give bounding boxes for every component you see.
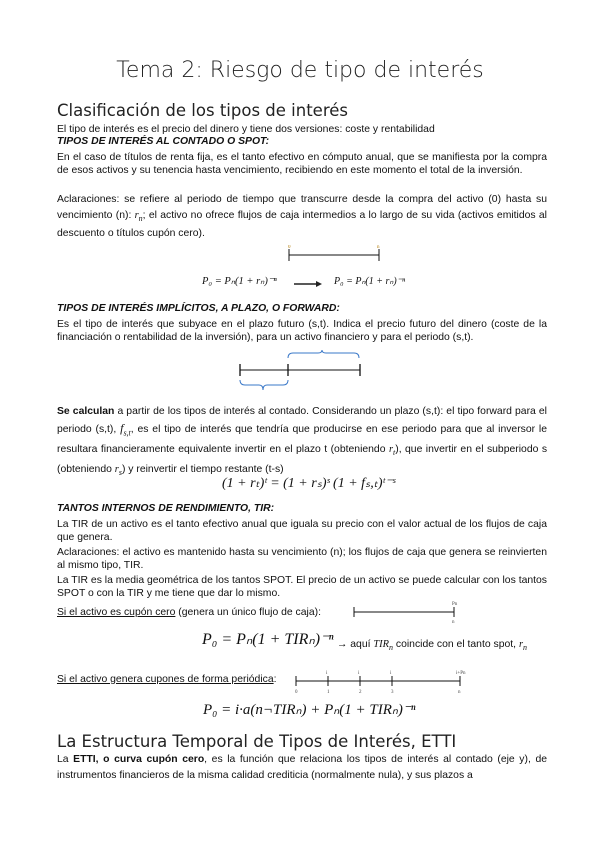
spot-p2-text-a: Aclaraciones: se refiere al periodo de tiempo que transcurre desde la compra del activo (0) hasta su vencimiento (n): [57,194,547,221]
forward-p2-symbol-f: $f_{s,t}$ [120,421,131,438]
coincide-text: coincide con el tanto spot, [393,639,517,650]
arrow-right-icon [293,279,323,289]
spot-p2-text-b: ; el activo no ofrece flujos de caja intermedios a lo largo de su vida (activos emitidos al descuento o títulos cupón cero). [57,209,547,240]
section-heading-classification: Clasificación de los tipos de interés [57,101,348,120]
svg-text:n: n [452,620,455,624]
forward-p2-text-c: ), que invertir en el subperiodo s (obteniendo [57,444,548,476]
arrow-text: → aquí [337,639,371,650]
zero-coupon-label: Si el activo es cupón cero [57,607,176,618]
page-title: Tema 2: Riesgo de tipo de interés [116,58,484,83]
svg-text:n: n [458,690,461,695]
forward-p2-bold: Se calculan [57,406,115,417]
forward-paragraph-2 [57,403,547,482]
svg-text:i: i [358,671,360,676]
tir-paragraph-1: La TIR de un activo es el tanto efectivo anual que iguala su precio con el valor actual de los flujos de caja que genera. [57,519,547,544]
forward-p2-text-a: a partir de los tipos de interés al contado. Considerando un plazo (s,t): el tipo forward para el periodo (s,t), [57,406,547,435]
svg-text:i: i [326,671,328,676]
svg-text:2: 2 [359,690,362,695]
forward-formula: (1 + rₜ)ᵗ = (1 + rₛ)ˢ (1 + fₛ,ₜ)ᵗ⁻ˢ [222,476,396,491]
svg-text:i+Pn: i+Pn [456,671,466,676]
forward-heading: TIPOS DE INTERÉS IMPLÍCITOS, A PLAZO, O FORWARD: [57,303,340,314]
spot-paragraph-2 [57,192,547,242]
svg-text:0: 0 [295,690,298,695]
svg-text:Pn: Pn [452,602,458,607]
svg-text:1: 1 [327,690,330,695]
tir-paragraph-3: La TIR es la media geométrica de los tantos SPOT. El precio de un activo se puede calcular con los tantos SPOT o con la TIR y me tiene que dar lo mismo. [57,575,547,600]
forward-p2-text-b: , es el tipo de interés que tendría que producirse en ese periodo para que al inversor le resultara financieramente equivalente invertir en el plazo t (obteniendo [57,424,547,456]
tir-formula-1: P₀ = Pₙ(1 + TIRₙ)⁻ⁿ [202,631,334,648]
tir-heading: TANTOS INTERNOS DE RENDIMIENTO, TIR: [57,503,275,514]
zero-coupon-rest: (genera un único flujo de caja): [175,607,321,618]
forward-p2-text-d: ) y reinvertir el tiempo restante (t-s) [121,464,284,476]
forward-timeline-diagram [230,350,370,398]
periodic-coupon-label: Si el activo genera cupones de forma periódica [57,674,274,685]
tir-formula-1-note [337,639,527,652]
svg-text:3: 3 [391,690,394,695]
periodic-coupon-colon: : [273,674,277,685]
coupon-timeline-diagram [290,667,470,697]
svg-text:0: 0 [288,245,291,250]
etti-paragraph [57,752,547,784]
spot-formula-left: P₀ = Pₙ(1 + rₙ)⁻ⁿ [202,276,277,287]
zero-coupon-timeline-diagram [350,600,462,624]
forward-paragraph-1: Es el tipo de interés que subyace en el plazo futuro (s,t). Indica el precio futuro del dinero (coste de la financiación o rentabilidad de la inversión), para un activo financiero y para el periodo (s,t). [57,319,547,344]
etti-text-b: , es la función que relaciona los tipos de interés al contado (eje y), de instrumentos financieros de la misma calidad crediticia (normalmente nula), y sus plazos a [57,754,548,781]
tir-zero-coupon-line [57,606,547,619]
etti-text-a: La [57,754,74,765]
spot-p2-symbol: $r_n$ [134,209,143,223]
forward-p2-symbol-rt: $r_t$ [388,444,396,458]
spot-timeline-diagram [283,245,383,273]
intro-paragraph: El tipo de interés es el precio del dinero y tiene dos versiones: coste y rentabilidad [57,124,435,135]
spot-formula-right: P₀ = Pₙ(1 + rₙ)⁻ⁿ [334,276,406,287]
spot-paragraph-1: En el caso de títulos de renta fija, es el tanto efectivo en cómputo anual, que se manifiesta por la compra de esos activos y su tenencia hasta vencimiento, recibiendo en este momento el total de la inversión. [57,152,547,177]
spot-rn-symbol: $r_n$ [518,639,527,653]
tir-n-symbol: $TIR_n$ [373,639,393,653]
section-heading-etti: La Estructura Temporal de Tipos de Interés, ETTI [57,732,457,751]
svg-text:i: i [390,671,392,676]
svg-text:n: n [377,245,380,250]
etti-bold: ETTI, o curva cupón cero [73,754,205,765]
tir-paragraph-2: Aclaraciones: el activo es mantenido hasta su vencimiento (n); los flujos de caja que genera se reinvierten al mismo tipo, TIR. [57,547,547,572]
spot-heading: TIPOS DE INTERÉS AL CONTADO O SPOT: [57,136,270,147]
tir-formula-2: P₀ = i·a(n¬TIRₙ) + Pₙ(1 + TIRₙ)⁻ⁿ [203,702,416,718]
forward-p2-symbol-rs: $r_s$ [114,464,122,478]
